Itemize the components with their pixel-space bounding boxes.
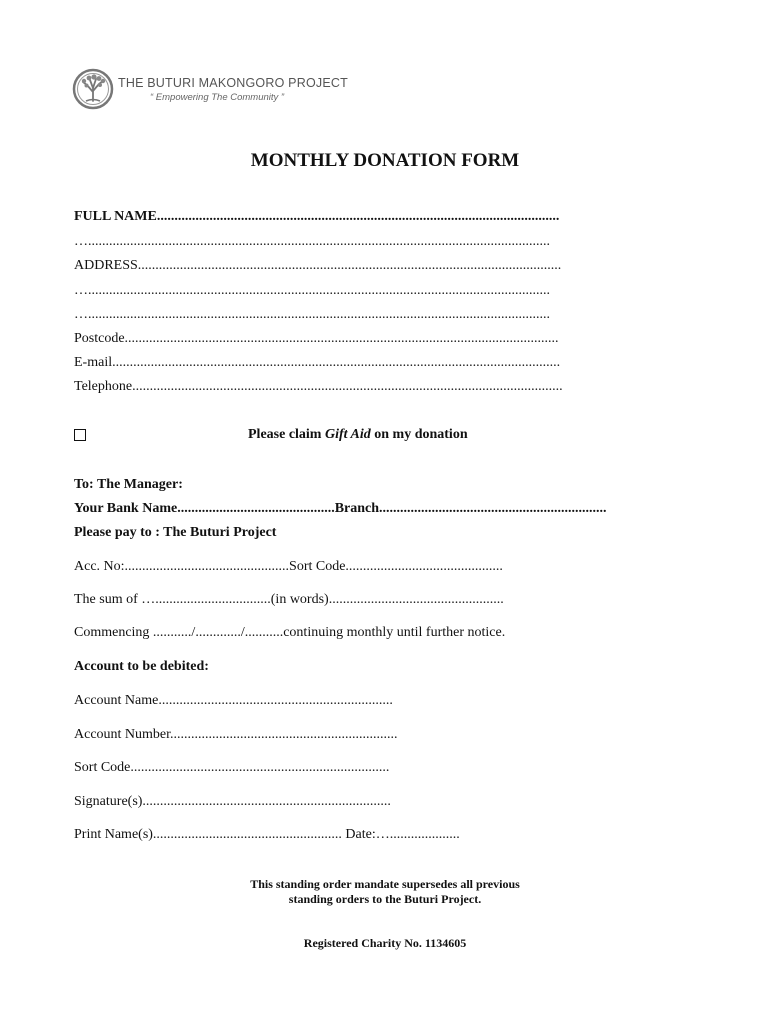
address-continuation-2[interactable]: ….................................................................................................................................... [74, 307, 550, 322]
email-field[interactable]: E-mail................................................................................................................................ [74, 355, 561, 370]
mandate-note-line-1: This standing order mandate supersedes all previous [250, 877, 520, 891]
debit-heading: Account to be debited: [74, 659, 209, 674]
postcode-field[interactable]: Postcode............................................................................................................................ [74, 331, 559, 346]
account-number-field[interactable]: Account Number................................................................. [74, 727, 398, 742]
sort-code-field[interactable]: Sort Code.......................................................................... [74, 760, 390, 775]
telephone-field[interactable]: Telephone........................................................................................................................... [74, 379, 563, 394]
form-title: MONTHLY DONATION FORM [250, 150, 520, 171]
full-name-continuation[interactable]: ….................................................................................................................................... [74, 234, 550, 249]
org-logo [72, 68, 372, 112]
gift-aid-checkbox[interactable] [74, 429, 86, 441]
commencing-date-field[interactable]: Commencing .........../............./...........continuing monthly until further notice. [74, 625, 506, 640]
bank-name-branch-field[interactable]: Your Bank Name.............................................Branch................................................................. [74, 501, 607, 516]
address-continuation-1[interactable]: ….................................................................................................................................... [74, 283, 550, 298]
gift-aid-label: Please claim Gift Aid on my donation [248, 427, 468, 442]
tree-icon [72, 68, 114, 110]
full-name-field[interactable] [74, 209, 559, 225]
pay-to-line: Please pay to : The Buturi Project [74, 525, 277, 540]
account-name-field[interactable]: Account Name................................................................... [74, 693, 393, 708]
signature-field[interactable]: Signature(s)....................................................................... [74, 794, 391, 809]
mandate-note-line-2: standing orders to the Buturi Project. [288, 892, 482, 906]
print-name-date-field[interactable]: Print Name(s)...................................................... Date:….................... [74, 827, 460, 842]
to-manager-heading: To: The Manager: [74, 477, 183, 492]
org-name: THE BUTURI MAKONGORO PROJECT [118, 76, 348, 90]
gift-aid-emphasis: Gift Aid [324, 427, 371, 442]
address-field[interactable]: ADDRESS......................................................................................................................... [74, 258, 562, 273]
org-tagline: “ Empowering The Community ” [150, 92, 285, 103]
acc-no-sort-code-field[interactable]: Acc. No:...............................................Sort Code............................................. [74, 559, 503, 574]
full-name-label: FULL NAME................................................................................................................... [74, 209, 560, 224]
sum-field[interactable]: The sum of ….................................(in words).................................................. [74, 592, 504, 607]
charity-number: Registered Charity No. 1134605 [303, 936, 467, 950]
